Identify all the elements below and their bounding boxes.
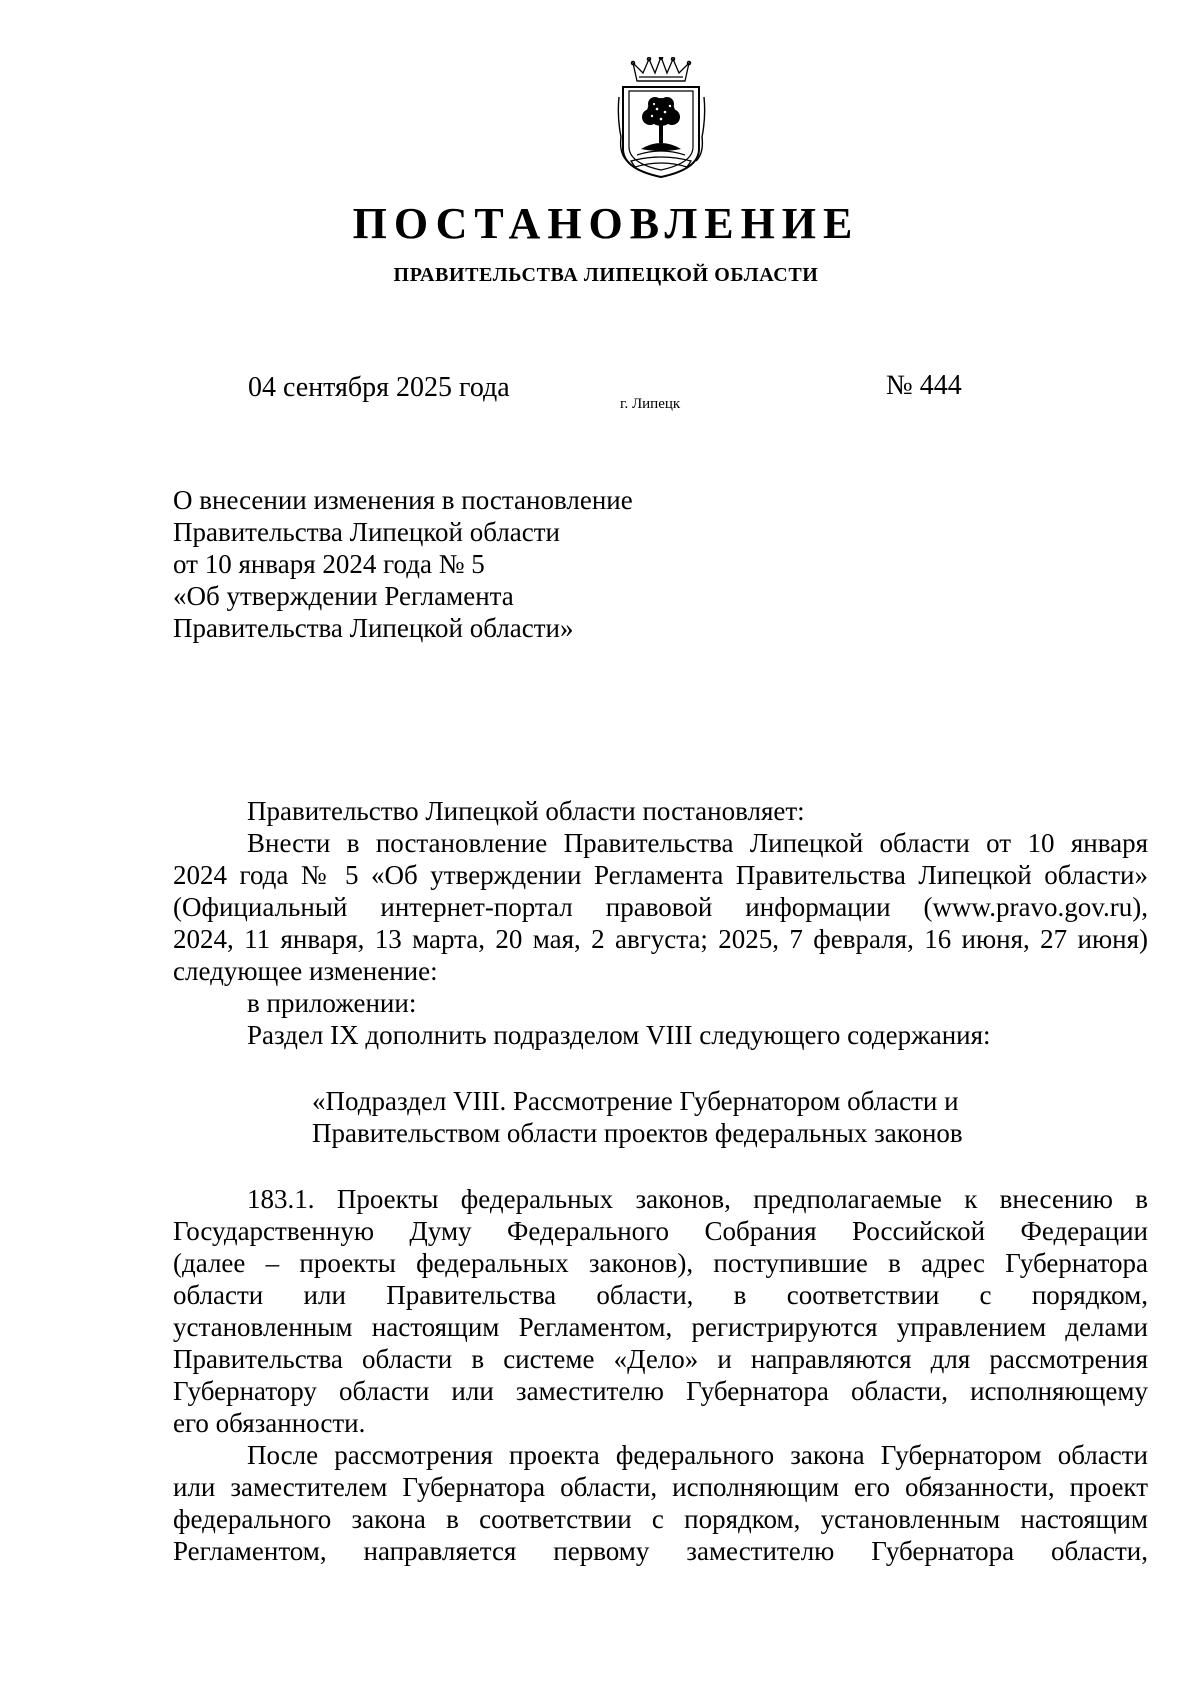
section-paragraph: Раздел IX дополнить подразделом VIII следующего содержания: [247, 1020, 991, 1050]
clause-line: (далее – проекты федеральных законов), поступившие в адрес Губернатора [173, 1248, 1148, 1278]
amendment-line: 2024, 11 января, 13 марта, 20 мая, 2 августа; 2025, 7 февраля, 16 июня, 27 июня) [173, 924, 1148, 954]
clause-line: федерального закона в соответствии с порядком, установленным настоящим [173, 1504, 1148, 1534]
amendment-line: 2024 года № 5 «Об утверждении Регламента Правительства Липецкой области» [173, 860, 1148, 890]
clause-line: Правительства области в системе «Дело» и направляются для рассмотрения [173, 1344, 1148, 1374]
clause-line: Государственную Думу Федерального Собрания Российской Федерации [173, 1216, 1148, 1246]
subject-line: Правительства Липецкой области» [173, 613, 574, 643]
document-title: ПОСТАНОВЛЕНИЕ [352, 199, 860, 248]
document-subtitle: ПРАВИТЕЛЬСТВА ЛИПЕЦКОЙ ОБЛАСТИ [393, 264, 819, 286]
subsection-heading-line: «Подраздел VIII. Рассмотрение Губернатором области и [312, 1086, 959, 1116]
clause-line: его обязанности. [173, 1408, 366, 1438]
subject-line: от 10 января 2024 года № 5 [173, 549, 485, 579]
clause-line: Регламентом, направляется первому заместителю Губернатора области, [173, 1536, 1148, 1566]
clause-line: После рассмотрения проекта федерального закона Губернатором области [247, 1440, 1148, 1470]
subsection-heading-line: Правительством области проектов федеральных законов [312, 1118, 963, 1148]
resolution-body [173, 795, 1148, 1051]
document-subject [173, 484, 733, 644]
amendment-line: следующее изменение: [173, 956, 438, 986]
clause-line: области или Правительства области, в соответствии с порядком, [173, 1280, 1148, 1310]
clause-line: 183.1. Проекты федеральных законов, предполагаемые к внесению в [247, 1184, 1148, 1214]
subject-line: О внесении изменения в постановление [173, 485, 633, 515]
annex-paragraph: в приложении: [247, 988, 417, 1018]
document-date: 04 сентября 2025 года [248, 372, 510, 403]
intro-paragraph: Правительство Липецкой области постановляет: [247, 796, 805, 826]
amendment-line: (Официальный интернет-портал правовой информации (www.pravo.gov.ru), [173, 892, 1148, 922]
document-number: № 444 [886, 370, 962, 401]
clause-line: установленным настоящим Регламентом, регистрируются управлением делами [173, 1312, 1148, 1342]
lipetsk-region-coat-of-arms-icon [617, 57, 706, 178]
amendment-line: Внести в постановление Правительства Липецкой области от 10 января [247, 828, 1148, 858]
clause-body [173, 1183, 1148, 1567]
subject-line: Правительства Липецкой области [173, 517, 561, 547]
subject-line: «Об утверждении Регламента [173, 581, 514, 611]
clause-line: или заместителем Губернатора области, исполняющим его обязанности, проект [173, 1472, 1148, 1502]
clause-line: Губернатору области или заместителю Губернатора области, исполняющему [173, 1376, 1148, 1406]
document-place: г. Липецк [620, 396, 681, 412]
subsection-heading [312, 1085, 1072, 1149]
